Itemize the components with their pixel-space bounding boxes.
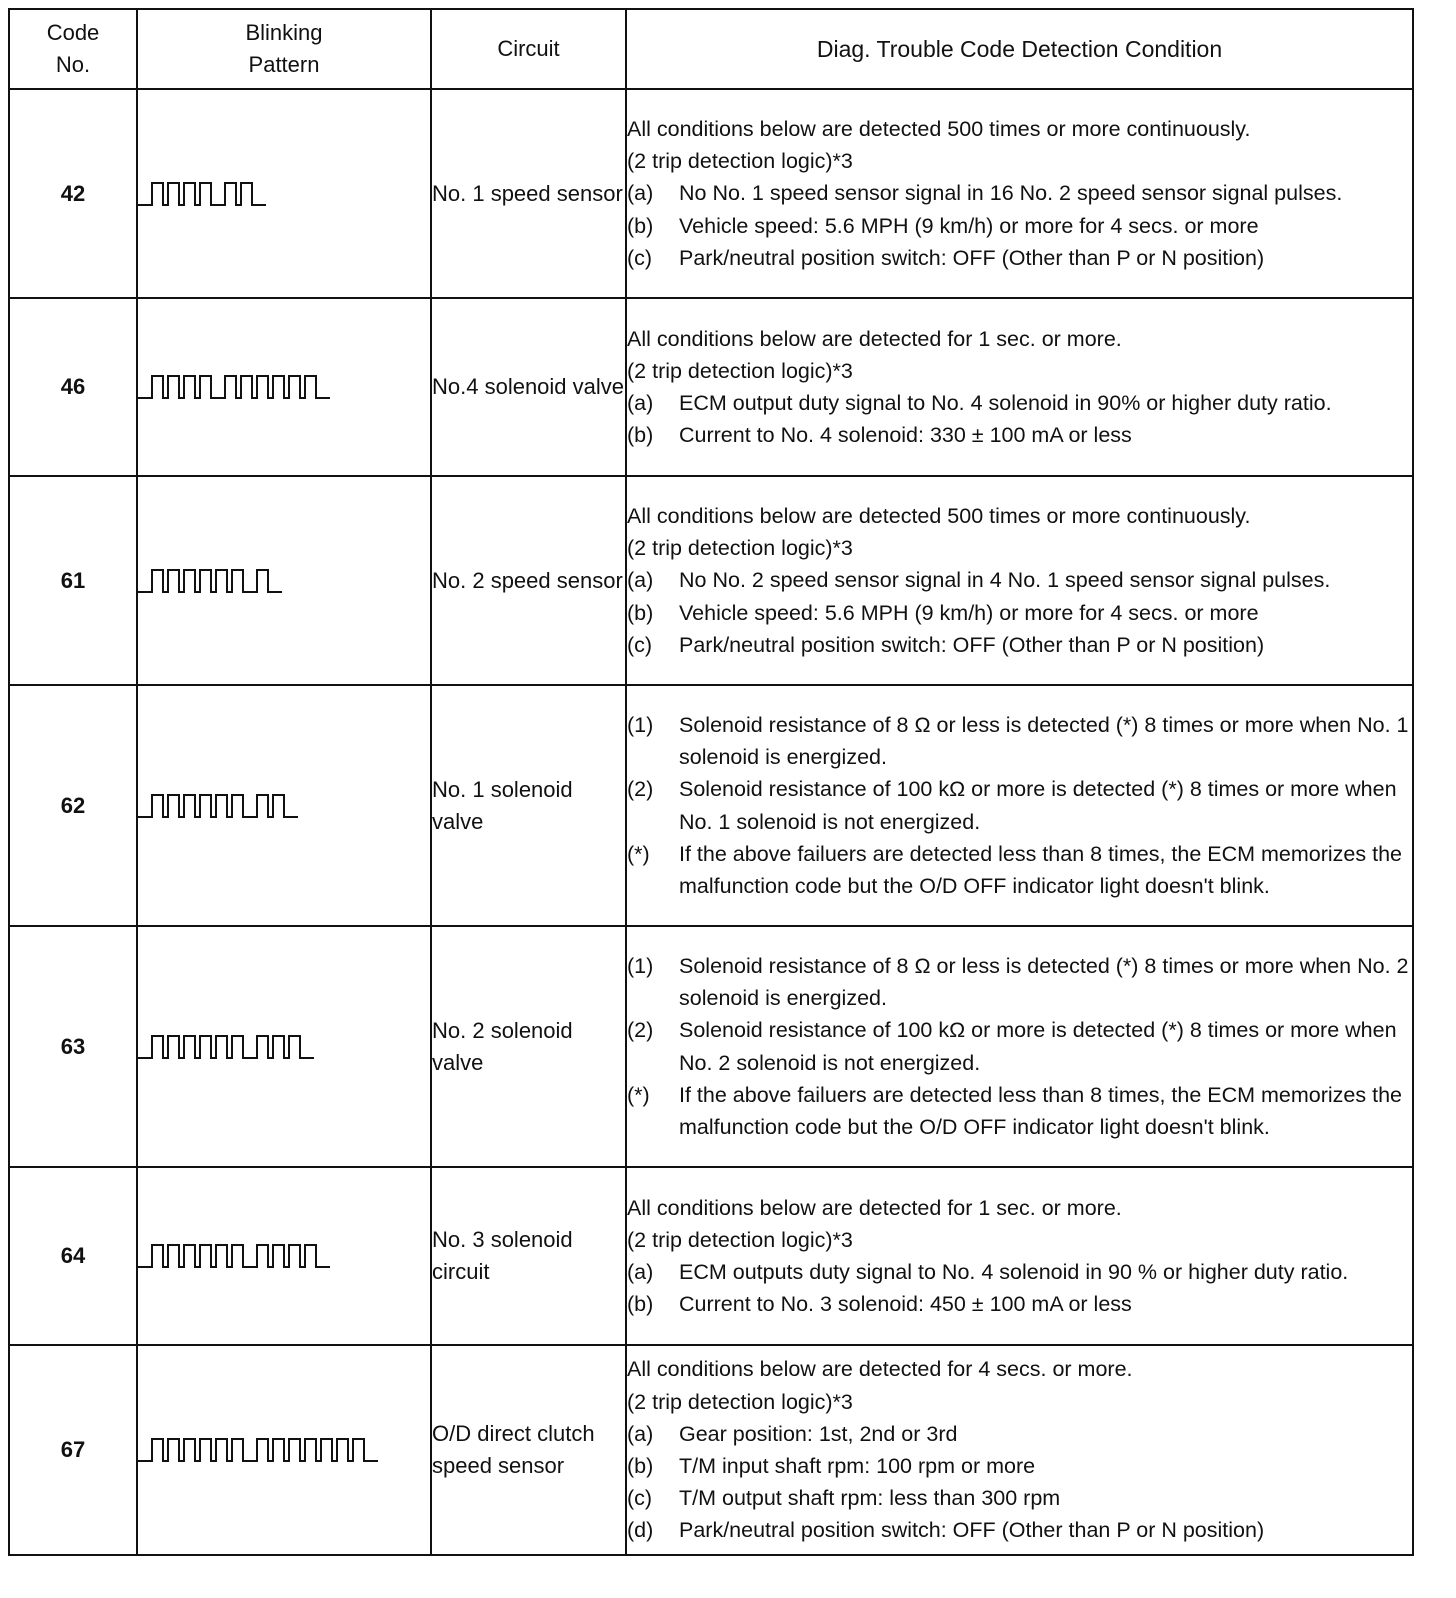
condition-intro: (2 trip detection logic)*3 (627, 536, 853, 561)
code-number: 64 (60, 1243, 86, 1268)
condition-item (627, 242, 1412, 274)
condition-item-text: ECM outputs duty signal to No. 4 solenoid in 90 % or higher duty ratio. (679, 1260, 1349, 1284)
blink-pattern-waveform (138, 566, 286, 596)
condition-item-label: (b) (627, 1292, 654, 1317)
blink-pulse-path (138, 1439, 378, 1461)
circuit-cell (431, 926, 626, 1167)
code-number: 67 (60, 1437, 86, 1462)
circuit-name: No.4 solenoid valve (432, 374, 625, 399)
condition-item-text: Solenoid resistance of 8 Ω or less is detected (*) 8 times or more when No. 1 solenoid is energized. (679, 712, 1409, 770)
blink-pulse-path (138, 795, 298, 817)
condition-item-label: (*) (627, 841, 650, 866)
circuit-cell (431, 685, 626, 926)
condition-intro: (2 trip detection logic)*3 (627, 358, 853, 383)
header-circuit: Circuit (431, 9, 626, 89)
table-row (9, 89, 1413, 298)
blink-pattern-cell (137, 1345, 431, 1555)
condition-item (627, 1418, 1412, 1450)
condition-item (627, 838, 1412, 902)
blink-pattern-waveform (138, 791, 302, 821)
circuit-name: O/D direct clutch speed sensor (432, 1421, 595, 1478)
condition-item-label: (2) (627, 1018, 654, 1043)
code-number: 61 (60, 567, 86, 593)
condition-item-text: No No. 2 speed sensor signal in 4 No. 1 speed sensor signal pulses. (679, 568, 1331, 593)
condition-item-text: T/M input shaft rpm: 100 rpm or more (679, 1454, 1036, 1478)
condition-item-text: Park/neutral position switch: OFF (Other than P or N position) (679, 1518, 1265, 1543)
circuit-cell (431, 1345, 626, 1555)
header-pattern: Blinking Pattern (137, 9, 431, 89)
code-cell (9, 1345, 137, 1555)
code-number: 46 (60, 374, 86, 399)
blink-pattern-cell (137, 1167, 431, 1345)
blink-pattern-cell (137, 298, 431, 476)
table-row (9, 685, 1413, 926)
circuit-cell (431, 89, 626, 298)
condition-item (627, 1079, 1412, 1143)
condition-item (627, 564, 1412, 596)
condition-item (627, 1288, 1412, 1320)
code-cell (9, 685, 137, 926)
condition-intro: All conditions below are detected 500 times or more continuously. (627, 116, 1251, 141)
condition-item-label: (*) (627, 1082, 650, 1107)
condition-cell (626, 476, 1413, 685)
condition-item-label: (a) (627, 568, 654, 593)
condition-item (627, 1256, 1412, 1288)
header-row (9, 9, 1413, 89)
condition-item (627, 210, 1412, 242)
condition-item (627, 177, 1412, 209)
blink-pattern-waveform (138, 1435, 382, 1465)
condition-item-label: (a) (627, 1260, 654, 1284)
condition-item-label: (c) (627, 245, 653, 270)
condition-item-label: (1) (627, 953, 654, 978)
condition-item-label: (a) (627, 181, 654, 206)
condition-item-text: Vehicle speed: 5.6 MPH (9 km/h) or more for 4 secs. or more (679, 213, 1259, 238)
condition-item (627, 419, 1412, 451)
condition-item-text: Current to No. 4 solenoid: 330 ± 100 mA or less (679, 423, 1132, 448)
blink-pattern-cell (137, 89, 431, 298)
condition-item (627, 1514, 1412, 1546)
condition-item-label: (1) (627, 712, 654, 737)
condition-intro: All conditions below are detected for 1 sec. or more. (627, 326, 1122, 351)
blink-pattern-cell (137, 685, 431, 926)
blink-pulse-path (138, 183, 266, 205)
blink-pattern-waveform (138, 1241, 334, 1271)
code-cell (9, 298, 137, 476)
condition-item (627, 1450, 1412, 1482)
blink-pulse-path (138, 376, 330, 398)
condition-item (627, 629, 1412, 661)
code-number: 42 (60, 180, 86, 206)
table-row (9, 926, 1413, 1167)
condition-intro: (2 trip detection logic)*3 (627, 1227, 853, 1252)
blink-pattern-waveform (138, 372, 334, 402)
circuit-cell (431, 476, 626, 685)
condition-item-text: Solenoid resistance of 100 kΩ or more is detected (*) 8 times or more when No. 2 solenoid is not energized. (679, 1018, 1397, 1075)
condition-item-label: (d) (627, 1518, 654, 1543)
condition-item (627, 950, 1412, 1014)
condition-item (627, 387, 1412, 419)
condition-item-text: Current to No. 3 solenoid: 450 ± 100 mA or less (679, 1292, 1132, 1317)
circuit-cell (431, 298, 626, 476)
circuit-cell (431, 1167, 626, 1345)
condition-item-text: ECM output duty signal to No. 4 solenoid in 90% or higher duty ratio. (679, 391, 1332, 415)
circuit-name: No. 1 solenoid valve (432, 776, 573, 834)
circuit-name: No. 2 solenoid valve (432, 1017, 573, 1075)
condition-item-text: If the above failuers are detected less than 8 times, the ECM memorizes the malfunction code but the O/D OFF indicator light doesn't blink. (679, 1082, 1402, 1139)
condition-cell (626, 1345, 1413, 1555)
condition-item-text: Park/neutral position switch: OFF (Other than P or N position) (679, 632, 1265, 657)
dtc-table (8, 8, 1414, 1556)
condition-intro: (2 trip detection logic)*3 (627, 149, 853, 174)
condition-item-text: T/M output shaft rpm: less than 300 rpm (679, 1486, 1061, 1511)
condition-item (627, 1482, 1412, 1514)
blink-pulse-path (138, 1245, 330, 1267)
condition-intro: (2 trip detection logic)*3 (627, 1389, 853, 1414)
code-number: 62 (60, 792, 86, 818)
condition-item (627, 1014, 1412, 1078)
table-row (9, 476, 1413, 685)
condition-item-text: Vehicle speed: 5.6 MPH (9 km/h) or more for 4 secs. or more (679, 600, 1259, 625)
circuit-name: No. 1 speed sensor (432, 180, 623, 206)
blink-pattern-waveform (138, 1032, 318, 1062)
code-cell (9, 1167, 137, 1345)
condition-item-text: If the above failuers are detected less than 8 times, the ECM memorizes the malfunction code but the O/D OFF indicator light doesn't blink. (679, 841, 1402, 898)
blink-pulse-path (138, 1036, 314, 1058)
condition-item-text: Park/neutral position switch: OFF (Other than P or N position) (679, 245, 1265, 270)
blink-pattern-cell (137, 926, 431, 1167)
condition-item-label: (2) (627, 777, 654, 802)
header-condition: Diag. Trouble Code Detection Condition (626, 9, 1413, 89)
condition-item (627, 597, 1412, 629)
code-number: 63 (60, 1033, 86, 1059)
condition-item-label: (a) (627, 391, 654, 415)
code-cell (9, 476, 137, 685)
header-code: Code No. (9, 9, 137, 89)
table-row (9, 298, 1413, 476)
condition-item-text: Solenoid resistance of 8 Ω or less is detected (*) 8 times or more when No. 2 solenoid is energized. (679, 953, 1409, 1011)
condition-item (627, 773, 1412, 837)
condition-item-text: No No. 1 speed sensor signal in 16 No. 2 speed sensor signal pulses. (679, 181, 1343, 206)
blink-pattern-cell (137, 476, 431, 685)
condition-cell (626, 926, 1413, 1167)
condition-item-text: Solenoid resistance of 100 kΩ or more is detected (*) 8 times or more when No. 1 solenoid is not energized. (679, 777, 1397, 834)
condition-cell (626, 89, 1413, 298)
condition-item-label: (b) (627, 213, 654, 238)
condition-intro: All conditions below are detected for 4 secs. or more. (627, 1357, 1133, 1382)
condition-cell (626, 685, 1413, 926)
condition-item-label: (c) (627, 1486, 653, 1511)
condition-item-label: (b) (627, 600, 654, 625)
blink-pulse-path (138, 570, 282, 592)
circuit-name: No. 3 solenoid circuit (432, 1227, 573, 1284)
condition-cell (626, 1167, 1413, 1345)
condition-item-label: (c) (627, 632, 653, 657)
condition-item (627, 709, 1412, 773)
table-row (9, 1345, 1413, 1555)
condition-intro: All conditions below are detected 500 times or more continuously. (627, 503, 1251, 528)
table-row (9, 1167, 1413, 1345)
condition-intro: All conditions below are detected for 1 sec. or more. (627, 1195, 1122, 1220)
condition-item-label: (b) (627, 1454, 654, 1478)
circuit-name: No. 2 speed sensor (432, 567, 623, 593)
condition-cell (626, 298, 1413, 476)
code-cell (9, 89, 137, 298)
blink-pattern-waveform (138, 179, 270, 209)
condition-item-label: (a) (627, 1421, 654, 1446)
condition-item-text: Gear position: 1st, 2nd or 3rd (679, 1421, 958, 1446)
condition-item-label: (b) (627, 423, 654, 448)
code-cell (9, 926, 137, 1167)
